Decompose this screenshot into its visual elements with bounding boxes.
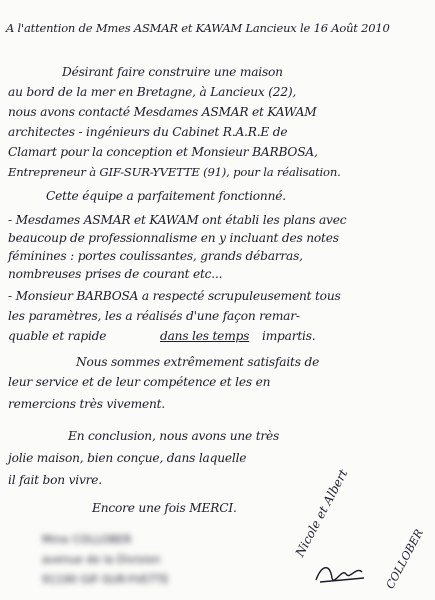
blurred-address: [42, 530, 202, 590]
letter-line: architectes - ingénieurs du Cabinet R.A.R.E de: [8, 125, 288, 139]
letter-line: nombreuses prises de courant etc...: [8, 267, 223, 281]
closing-line: Encore une fois MERCI.: [92, 501, 237, 515]
signature-scribble: [312, 560, 372, 588]
letter-header: A l'attention de Mmes ASMAR et KAWAM Lancieux le 16 Août 2010: [6, 21, 390, 35]
letter-line: En conclusion, nous avons une très: [68, 429, 280, 443]
letter-line: - Monsieur BARBOSA a respecté scrupuleusement tous: [8, 289, 341, 303]
address-line: avenue de la Division: [42, 553, 161, 566]
letter-line: au bord de la mer en Bretagne, à Lancieux (22),: [8, 85, 297, 99]
letter-line: quable et rapide: [8, 329, 107, 343]
address-line: 91190 GIF-SUR-YVETTE: [42, 573, 169, 586]
letter-line: leur service et de leur compétence et les en: [8, 375, 271, 389]
address-line: Mme COLLOBER: [42, 533, 132, 546]
underlined-phrase: dans les temps: [160, 329, 250, 343]
letter-line: Nous sommes extrêmement satisfaits de: [76, 355, 320, 369]
letter-line: Désirant faire construire une maison: [62, 65, 283, 79]
letter-line: beaucoup de professionnalisme en y incluant des notes: [8, 231, 339, 245]
letter-line: jolie maison, bien conçue, dans laquelle: [8, 451, 247, 465]
letter-line: remercions très vivement.: [8, 397, 166, 411]
letter-line: les paramètres, les a réalisés d'une façon remar-: [8, 309, 300, 323]
letter-line: féminines : portes coulissantes, grands débarras,: [8, 249, 303, 263]
letter-line: Clamart pour la conception et Monsieur BARBOSA,: [8, 145, 318, 159]
letter-line: Cette équipe a parfaitement fonctionné.: [46, 189, 286, 203]
letter-line: nous avons contacté Mesdames ASMAR et KAWAM: [8, 105, 317, 119]
signature-names: Nicole et Albert: [292, 467, 351, 559]
letter-line: Entrepreneur à GIF-SUR-YVETTE (91), pour la réalisation.: [8, 165, 341, 179]
letter-line: - Mesdames ASMAR et KAWAM ont établi les plans avec: [8, 213, 347, 227]
letter-line: impartis.: [262, 329, 316, 343]
signature-surname: COLLOBER: [383, 527, 426, 591]
letter-line: il fait bon vivre.: [8, 473, 102, 487]
